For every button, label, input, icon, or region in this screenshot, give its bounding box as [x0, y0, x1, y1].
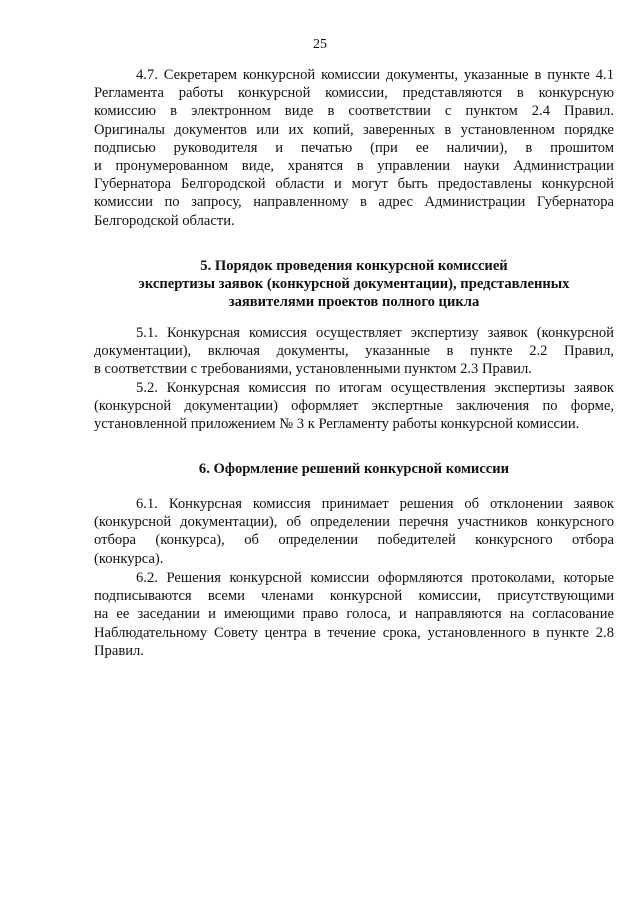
text-line: отбора (конкурса), об определении победителей конкурсного отбора — [94, 532, 614, 549]
text-line: комиссии по запросу, направленному в адрес Администрации Губернатора — [94, 194, 614, 211]
paragraph-5-1 — [94, 324, 614, 379]
text-line: Правил. — [94, 642, 144, 659]
page-number: 25 — [313, 37, 327, 52]
text-line: Оригиналы документов или их копий, заверенных в установленном порядке — [94, 121, 614, 138]
text-line: на ее заседании и имеющими право голоса, и направляются на согласование — [94, 606, 614, 623]
text-line: установленной приложением № 3 к Регламенту работы конкурсной комиссии. — [94, 416, 580, 433]
text-line: 6.2. Решения конкурсной комиссии оформляются протоколами, которые — [136, 570, 614, 586]
paragraph-6-1 — [94, 495, 614, 568]
text-line: документации), включая документы, указанные в пункте 2.2 Правил, — [94, 343, 614, 360]
text-line: 5.2. Конкурсная комиссия по итогам осуществления экспертизы заявок — [136, 380, 614, 396]
heading-line: экспертизы заявок (конкурсной документации), представленных — [138, 276, 570, 293]
paragraph-6-2 — [94, 569, 614, 660]
text-line: (конкурсной документации) оформляет экспертные заключения по форме, — [94, 398, 614, 415]
text-line: Наблюдательному Совету центра в течение срока, установленного в пункте 2.8 — [94, 624, 614, 641]
section-5-heading — [94, 257, 614, 312]
text-line: (конкурса). — [94, 550, 164, 567]
text-line: подписываются всеми членами конкурсной комиссии, присутствующими — [94, 588, 614, 605]
text-line: 5.1. Конкурсная комиссия осуществляет экспертизу заявок (конкурсной — [136, 325, 614, 341]
heading-line: заявителями проектов полного цикла — [228, 294, 480, 311]
text-line: (конкурсной документации), об определении перечня участников конкурсного — [94, 514, 614, 531]
heading-line: 6. Оформление решений конкурсной комиссии — [198, 461, 510, 477]
text-line: 6.1. Конкурсная комиссия принимает решения об отклонении заявок — [136, 496, 614, 512]
text-line: комиссию в электронном виде в соответствии с пунктом 2.4 Правил. — [94, 103, 614, 120]
paragraph-5-2 — [94, 379, 614, 434]
text-line: Белгородской области. — [94, 212, 235, 229]
heading-line: 5. Порядок проведения конкурсной комиссией — [200, 258, 508, 274]
text-line: Губернатора Белгородской области и могут быть предоставлены конкурсной — [94, 176, 614, 193]
text-line: в соответствии с требованиями, установленными пунктом 2.3 Правил. — [94, 361, 532, 378]
section-6-heading — [94, 460, 614, 478]
paragraph-4-7 — [94, 66, 614, 230]
text-line: и пронумерованном виде, хранятся в управлении науки Администрации — [94, 158, 614, 175]
text-line: Регламента работы конкурсной комиссии, представляются в конкурсную — [94, 85, 614, 102]
text-line: подписью руководителя и печатью (при ее наличии), в прошитом — [94, 139, 614, 156]
text-line: 4.7. Секретарем конкурсной комиссии документы, указанные в пункте 4.1 — [136, 67, 614, 83]
